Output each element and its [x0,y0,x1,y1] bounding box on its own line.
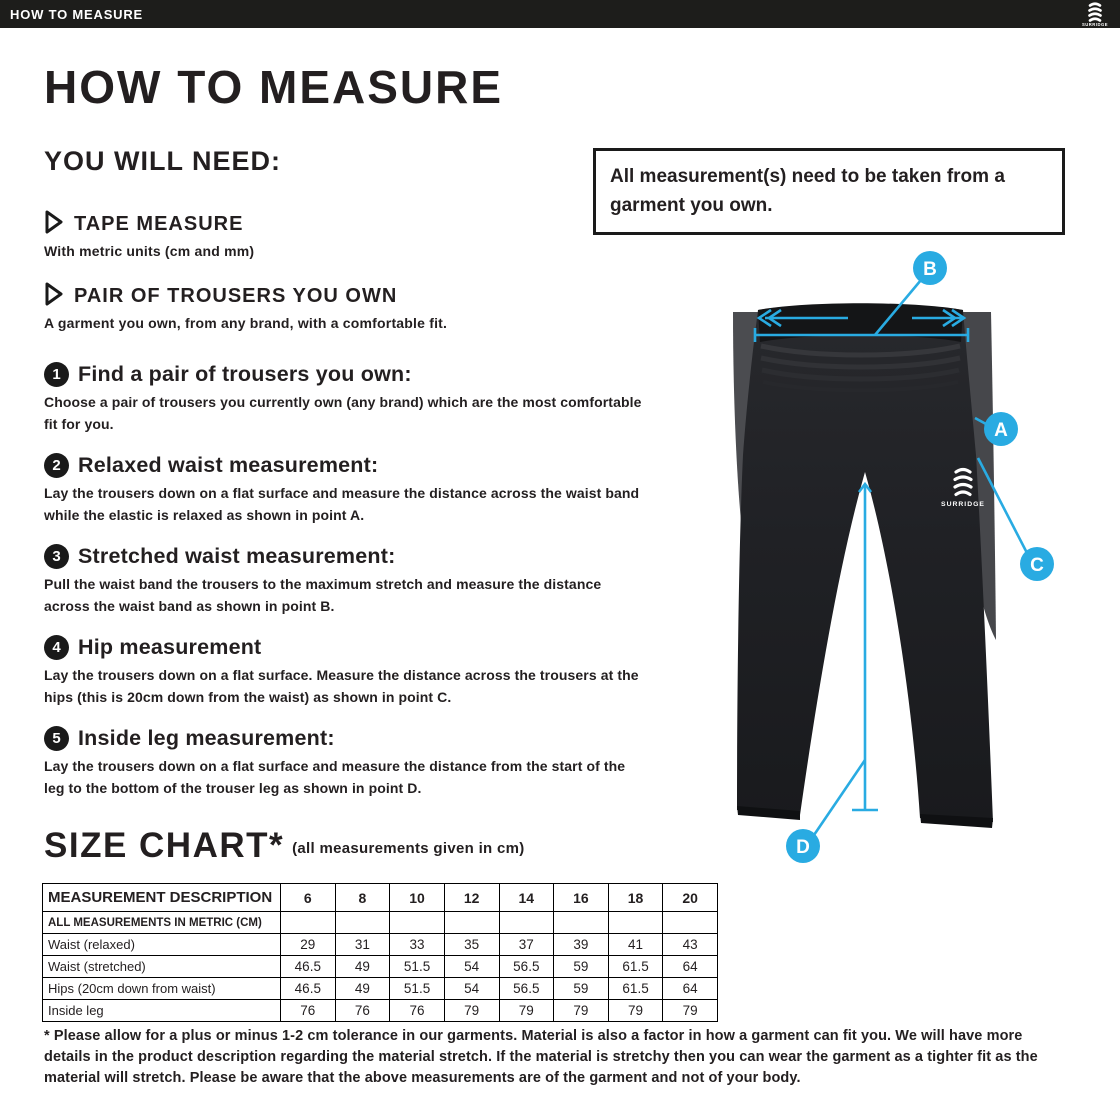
cell: 33 [390,934,445,956]
column-header: 16 [554,884,609,912]
step-title: Relaxed waist measurement: [78,453,379,477]
table-row [43,1000,718,1022]
trousers-measure-diagram [715,240,1070,890]
cell [281,912,336,934]
tolerance-footnote: * Please allow for a plus or minus 1-2 cm tolerance in our garments. Material is also a factor in how a garment can fit you. We will have more details in the product description regarding the material stretch. If the material is stretchy then you can wear the garment as a tighter fit as the material will stretch. Please be aware that the above measurements are of the garment and not of your body. [44,1028,1038,1087]
need-item-name: TAPE MEASURE [74,213,244,235]
top-bar [0,0,1120,28]
row-label: Waist (stretched) [43,956,281,978]
cell: 46.5 [281,978,336,1000]
step-title: Stretched waist measurement: [78,544,396,568]
point-b-label: B [923,259,937,280]
cell [499,912,554,934]
table-row [43,956,718,978]
triangle-bullet-icon [44,282,64,311]
cell [608,912,663,934]
cell: 64 [663,978,718,1000]
point-a-label: A [994,420,1008,441]
cell: 79 [444,1000,499,1022]
step-number-badge: 2 [44,453,69,478]
cell: 76 [281,1000,336,1022]
step-description: Choose a pair of trousers you currently own (any brand) which are the most comfortable fit for you. [44,394,642,432]
cell: 76 [390,1000,445,1022]
cell: 61.5 [608,978,663,1000]
column-header: 8 [335,884,390,912]
table-header-row [43,884,718,912]
surridge-logo-icon [1080,1,1110,27]
cell: 49 [335,956,390,978]
step-3 [44,544,664,635]
step-description: Lay the trousers down on a flat surface and measure the distance across the waist band while the elastic is relaxed as shown in point A. [44,485,640,523]
top-bar-title: HOW TO MEASURE [10,6,144,22]
cell: 79 [608,1000,663,1022]
triangle-bullet-icon [44,210,64,239]
cell: 46.5 [281,956,336,978]
step-4 [44,635,664,726]
step-number-badge: 3 [44,544,69,569]
row-label: Inside leg [43,1000,281,1022]
cell [335,912,390,934]
column-header: 20 [663,884,718,912]
table-row [43,934,718,956]
cell [554,912,609,934]
step-number-badge: 4 [44,635,69,660]
need-item-trousers [44,282,604,331]
column-header: 14 [499,884,554,912]
step-title: Inside leg measurement: [78,726,335,750]
cell: 54 [444,978,499,1000]
size-chart-subheading: (all measurements given in cm) [292,840,525,857]
column-header: 10 [390,884,445,912]
need-item-tape-measure [44,210,604,259]
cell: 37 [499,934,554,956]
you-will-need-heading: YOU WILL NEED: [44,146,282,176]
step-number-badge: 1 [44,362,69,387]
cell: 76 [335,1000,390,1022]
table-row [43,978,718,1000]
page-title: HOW TO MEASURE [44,61,504,113]
pants-logo-text: SURRIDGE [941,501,985,508]
cell: 41 [608,934,663,956]
size-chart-title: SIZE CHART* [44,826,285,865]
step-description: Lay the trousers down on a flat surface and measure the distance from the start of the leg to the bottom of the trouser leg as shown in point D. [44,758,626,796]
steps-list [44,362,664,817]
cell: 49 [335,978,390,1000]
row-label: ALL MEASUREMENTS IN METRIC (CM) [43,912,281,934]
step-number-badge: 5 [44,726,69,751]
cell: 51.5 [390,978,445,1000]
step-title: Find a pair of trousers you own: [78,362,412,386]
cell: 59 [554,978,609,1000]
cell: 43 [663,934,718,956]
step-1 [44,362,664,453]
step-5 [44,726,664,817]
cell: 79 [663,1000,718,1022]
step-description: Pull the waist band the trousers to the maximum stretch and measure the distance across the waist band as shown in point B. [44,576,602,614]
need-item-description: A garment you own, from any brand, with a comfortable fit. [44,315,448,331]
cell: 51.5 [390,956,445,978]
column-header: MEASUREMENT DESCRIPTION [43,884,281,912]
size-chart-table [42,883,718,1022]
point-c-label: C [1030,555,1044,576]
cell [663,912,718,934]
cell: 29 [281,934,336,956]
table-row [43,912,718,934]
cell [444,912,499,934]
cell: 79 [499,1000,554,1022]
cell: 56.5 [499,978,554,1000]
cell: 35 [444,934,499,956]
cell: 31 [335,934,390,956]
step-title: Hip measurement [78,635,262,659]
top-bar-brand-text: SURRIDGE [1081,22,1109,27]
measurement-note-box: All measurement(s) need to be taken from a garment you own. [593,148,1065,235]
cell: 39 [554,934,609,956]
column-header: 18 [608,884,663,912]
cell: 79 [554,1000,609,1022]
need-item-description: With metric units (cm and mm) [44,243,255,259]
step-description: Lay the trousers down on a flat surface. Measure the distance across the trousers at the hips (this is 20cm down from the waist) as shown in point C. [44,667,639,705]
row-label: Waist (relaxed) [43,934,281,956]
cell [390,912,445,934]
row-label: Hips (20cm down from waist) [43,978,281,1000]
point-d-label: D [796,837,810,858]
column-header: 12 [444,884,499,912]
step-2 [44,453,664,544]
size-chart-heading [44,826,525,866]
cell: 64 [663,956,718,978]
cell: 56.5 [499,956,554,978]
need-item-name: PAIR OF TROUSERS YOU OWN [74,285,398,307]
cell: 61.5 [608,956,663,978]
cell: 54 [444,956,499,978]
column-header: 6 [281,884,336,912]
cell: 59 [554,956,609,978]
